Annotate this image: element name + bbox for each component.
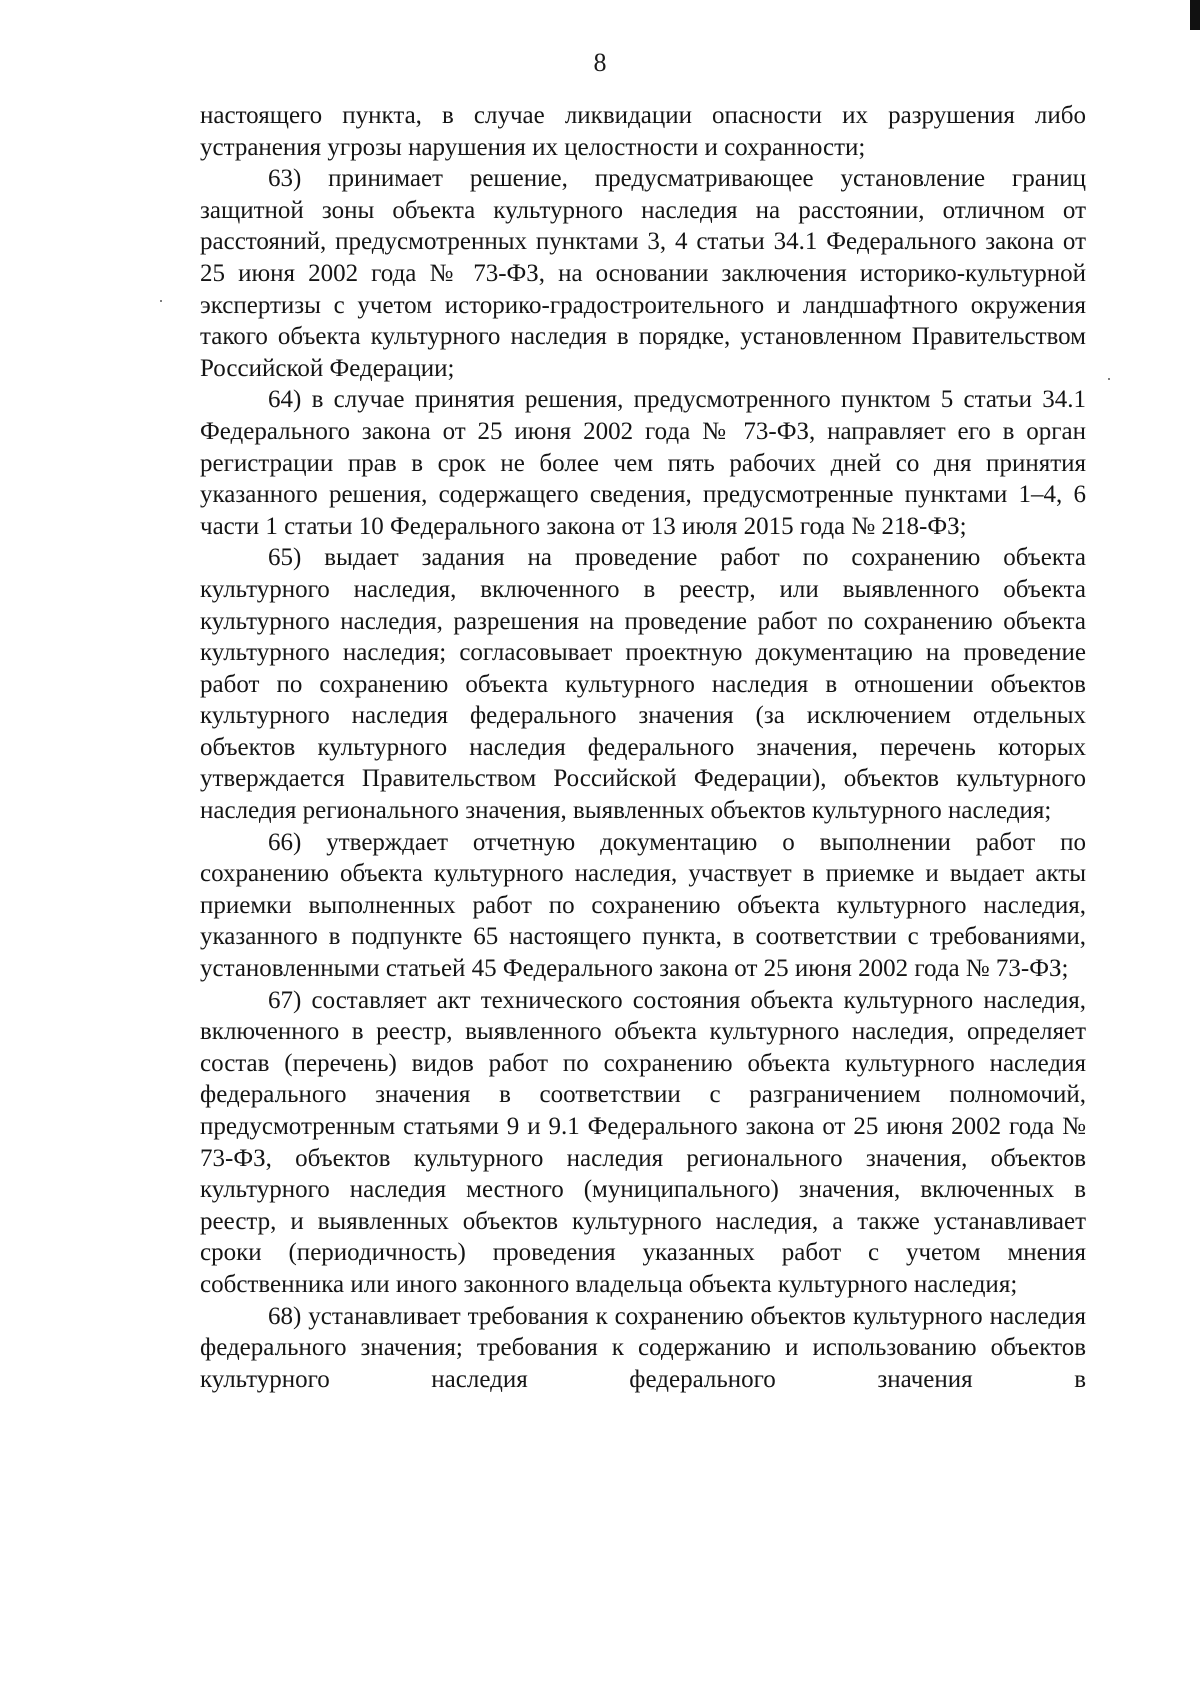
paragraph-continuation: настоящего пункта, в случае ликвидации опасности их разрушения либо устранения угрозы нарушения их целостности и сохранности; (200, 102, 1086, 161)
page-number: 8 (593, 48, 607, 77)
paragraph-item-67: 67) составляет акт технического состояния объекта культурного наследия, включенного в реестр, выявленного объекта культурного наследия, определяет состав (перечень) видов работ по сохранению объекта культурного наследия федерального значения в соответствии с разграничением полномочий, предусмотренным статьями 9 и 9.1 Федерального закона от 25 июня 2002 года № 73-ФЗ, объектов культурного наследия регионального значения, объектов культурного наследия местного (муниципального) значения, включенных в реестр, и выявленных объектов культурного наследия, а также устанавливает сроки (периодичность) проведения указанных работ с учетом мнения собственника или иного законного владельца объекта культурного наследия; (200, 986, 1086, 1298)
paragraph-item-68: 68) устанавливает требования к сохранению объектов культурного наследия федерального значения; требования к содержанию и использованию объектов культурного наследия федерального значения в (200, 1302, 1086, 1393)
paragraph-item-66: 66) утверждает отчетную документацию о выполнении работ по сохранению объекта культурного наследия, участвует в приемке и выдает акты приемки выполненных работ по сохранению объекта культурного наследия, указанного в подпункте 65 настоящего пункта, в соответствии с требованиями, установленными статьей 45 Федерального закона от 25 июня 2002 года № 73-ФЗ; (200, 828, 1086, 983)
paragraph-item-63: 63) принимает решение, предусматривающее установление границ защитной зоны объекта культурного наследия на расстоянии, отличном от расстояний, предусмотренных пунктами 3, 4 статьи 34.1 Федерального закона от 25 июня 2002 года № 73-ФЗ, на основании заключения историко-культурной экспертизы с учетом историко-градостроительного и ландшафтного окружения такого объекта культурного наследия в порядке, установленном Правительством Российской Федерации; (200, 165, 1086, 382)
paragraph-item-64: 64) в случае принятия решения, предусмотренного пунктом 5 статьи 34.1 Федерального закона от 25 июня 2002 года № 73-ФЗ, направляет его в орган регистрации прав в срок не более чем пять рабочих дней со дня принятия указанного решения, содержащего сведения, предусмотренные пунктами 1–4, 6 части 1 статьи 10 Федерального закона от 13 июля 2015 года № 218-ФЗ; (200, 386, 1086, 540)
scan-corner-mark (1190, 0, 1200, 30)
paragraph-item-65: 65) выдает задания на проведение работ по сохранению объекта культурного наследия, включенного в реестр, или выявленного объекта культурного наследия, разрешения на проведение работ по сохранению объекта культурного наследия; согласовывает проектную документацию на проведение работ по сохранению объекта культурного наследия в отношении объектов культурного наследия федерального значения (за исключением отдельных объектов культурного наследия федерального значения, перечень которых утверждается Правительством Российской Федерации), объектов культурного наследия регионального значения, выявленных объектов культурного наследия; (200, 544, 1086, 825)
scan-speck (1108, 378, 1110, 380)
document-body (200, 100, 1086, 1395)
scan-speck (160, 300, 162, 302)
